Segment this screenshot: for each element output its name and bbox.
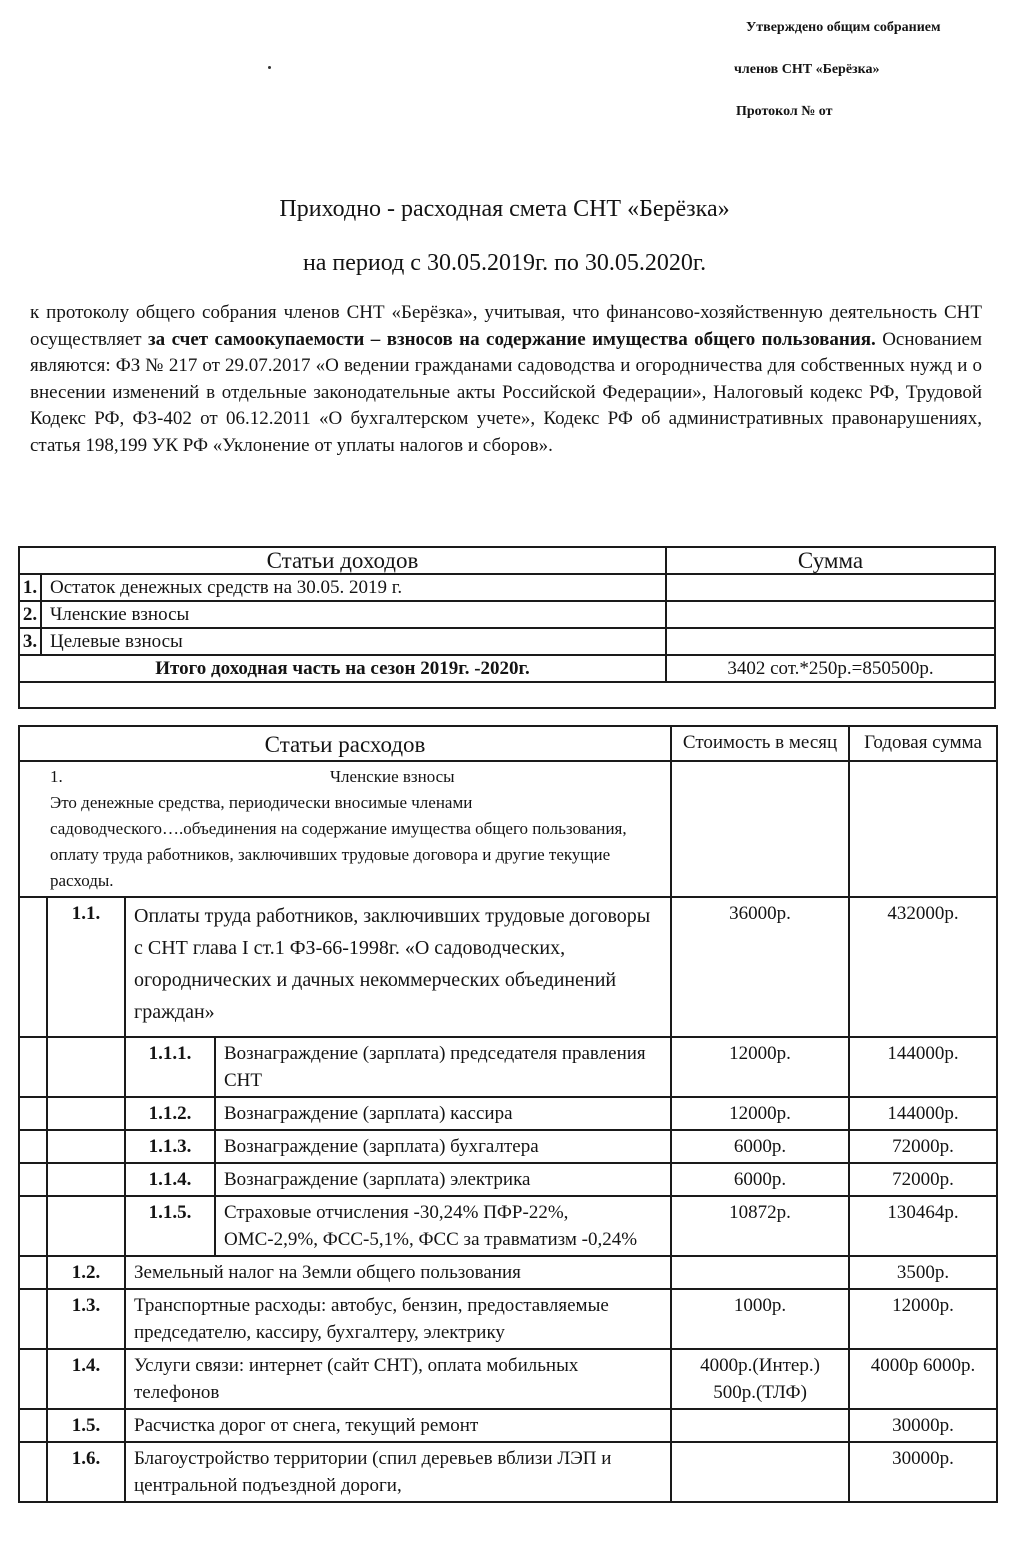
expense-year: 72000р.	[849, 1163, 997, 1196]
expense-row	[19, 1289, 997, 1349]
indent-cell	[47, 1196, 125, 1256]
indent-cell	[19, 1409, 47, 1442]
approval-line-1: Утверждено общим собранием	[746, 20, 941, 35]
income-row	[19, 628, 995, 655]
expense-row	[19, 1256, 997, 1289]
expense-subrow	[19, 1097, 997, 1130]
indent-cell	[47, 1097, 125, 1130]
expense-month: 12000р.	[671, 1097, 849, 1130]
income-total-sum: 3402 сот.*250р.=850500р.	[666, 655, 995, 682]
expense-year: 144000р.	[849, 1097, 997, 1130]
expense-label: Оплаты труда работников, заключивших трудовые договоры с СНТ глава I ст.1 ФЗ-66-1998г. «О садоводческих, огороднических и дачных некоммерческих объединений граждан»	[125, 897, 671, 1037]
expense-head-year: Годовая сумма	[849, 726, 997, 761]
expense-code: 1.3.	[47, 1289, 125, 1349]
expense-code: 1.2.	[47, 1256, 125, 1289]
income-row-num: 2.	[19, 601, 41, 628]
income-table	[18, 546, 996, 709]
income-row-sum	[666, 601, 995, 628]
expense-month: 12000р.	[671, 1037, 849, 1097]
income-row	[19, 601, 995, 628]
expense-label: Вознаграждение (зарплата) кассира	[215, 1097, 671, 1130]
intro-text-2: Основанием являются: ФЗ № 217 от 29.07.2017 «О ведении гражданами садоводства и огородничества для собственных нужд и о внесении изменений в отдельные законодательные акты Российской Федерации», Налоговый кодекс РФ, Трудовой Кодекс РФ, ФЗ-402 от 06.12.2011 «О бухгалтерском учете», Кодекс РФ об административных правонарушениях, статья 198,199 УК РФ «Уклонение от уплаты налогов и сборов».	[30, 328, 982, 456]
expense-code: 1.1.3.	[125, 1130, 215, 1163]
approval-stamp	[706, 18, 996, 144]
section-year	[849, 761, 997, 897]
document-title: Приходно - расходная смета СНТ «Берёзка»	[279, 196, 730, 222]
expense-subrow	[19, 1163, 997, 1196]
expense-label: Благоустройство территории (спил деревьев вблизи ЛЭП и центральной подъездной дороги,	[125, 1442, 671, 1502]
indent-cell	[19, 1289, 47, 1349]
indent-cell	[19, 1097, 47, 1130]
expense-month: 6000р.	[671, 1130, 849, 1163]
expense-row	[19, 1409, 997, 1442]
expense-code: 1.1.	[47, 897, 125, 1037]
income-row	[19, 574, 995, 601]
intro-paragraph	[30, 300, 982, 459]
expense-table	[18, 725, 998, 1503]
expense-month: 6000р.	[671, 1163, 849, 1196]
expense-year: 144000р.	[849, 1037, 997, 1097]
indent-cell	[19, 1256, 47, 1289]
section-description: Это денежные средства, периодически вносимые членами садоводческого….объединения на содержание имущества общего пользования, оплату труда работников, заключивших трудовые договора и другие текущие расходы.	[50, 793, 627, 890]
expense-code: 1.1.4.	[125, 1163, 215, 1196]
expense-row	[19, 1442, 997, 1502]
expense-label: Услуги связи: интернет (сайт СНТ), оплата мобильных телефонов	[125, 1349, 671, 1409]
income-row-label: Целевые взносы	[41, 628, 666, 655]
expense-year: 72000р.	[849, 1130, 997, 1163]
indent-cell	[19, 1130, 47, 1163]
expense-subrow	[19, 1196, 997, 1256]
indent-cell	[19, 1196, 47, 1256]
expense-head-month: Стоимость в месяц	[671, 726, 849, 761]
section-title: Членские взносы	[330, 767, 455, 786]
indent-cell	[19, 1037, 47, 1097]
expense-month: 4000р.(Интер.) 500р.(ТЛФ)	[671, 1349, 849, 1409]
expense-month	[671, 1442, 849, 1502]
expense-month: 36000р.	[671, 897, 849, 1037]
expense-row	[19, 1349, 997, 1409]
approval-line-3: Протокол № от	[736, 104, 833, 119]
section-month	[671, 761, 849, 897]
expense-label: Вознаграждение (зарплата) электрика	[215, 1163, 671, 1196]
expense-month: 10872р.	[671, 1196, 849, 1256]
indent-cell	[19, 897, 47, 1037]
expense-month	[671, 1256, 849, 1289]
income-row-num: 3.	[19, 628, 41, 655]
income-row-label: Остаток денежных средств на 30.05. 2019 г.	[41, 574, 666, 601]
expense-code: 1.1.1.	[125, 1037, 215, 1097]
expense-subrow	[19, 1130, 997, 1163]
section-num: 1.	[50, 767, 63, 786]
expense-year: 432000р.	[849, 897, 997, 1037]
expense-code: 1.1.5.	[125, 1196, 215, 1256]
expense-year: 3500р.	[849, 1256, 997, 1289]
document-period: на период с 30.05.2019г. по 30.05.2020г.	[302, 250, 707, 276]
income-total-row	[19, 655, 995, 682]
approval-line-2: членов СНТ «Берёзка»	[734, 62, 880, 77]
expense-year: 130464р.	[849, 1196, 997, 1256]
income-row-sum	[666, 574, 995, 601]
expense-year: 30000р.	[849, 1409, 997, 1442]
expense-code: 1.1.2.	[125, 1097, 215, 1130]
expense-head-items: Статьи расходов	[19, 726, 671, 761]
intro-bold: за счет самоокупаемости – взносов на содержание имущества общего пользования.	[148, 328, 876, 350]
indent-cell	[47, 1130, 125, 1163]
expense-label: Земельный налог на Земли общего пользования	[125, 1256, 671, 1289]
ink-dot	[268, 66, 271, 69]
expense-month	[671, 1409, 849, 1442]
indent-cell	[19, 1442, 47, 1502]
income-head-items: Статьи доходов	[19, 547, 666, 574]
expense-year: 12000р.	[849, 1289, 997, 1349]
indent-cell	[19, 1349, 47, 1409]
expense-row	[19, 897, 997, 1037]
income-total-label: Итого доходная часть на сезон 2019г. -2020г.	[19, 655, 666, 682]
expense-label: Расчистка дорог от снега, текущий ремонт	[125, 1409, 671, 1442]
intro-text-1: к протоколу общего собрания членов СНТ «Берёзка», учитывая, что финансово-хозяйственную деятельность СНТ осуществляет	[30, 302, 982, 350]
expense-label: Вознаграждение (зарплата) бухгалтера	[215, 1130, 671, 1163]
income-row-label: Членские взносы	[41, 601, 666, 628]
expense-label: Страховые отчисления -30,24% ПФР-22%, ОМС-2,9%, ФСС-5,1%, ФСС за травматизм -0,24%	[215, 1196, 671, 1256]
indent-cell	[19, 1163, 47, 1196]
spacer-row	[19, 682, 995, 708]
expense-year: 4000р 6000р.	[849, 1349, 997, 1409]
expense-code: 1.4.	[47, 1349, 125, 1409]
expense-label: Транспортные расходы: автобус, бензин, предоставляемые председателю, кассиру, бухгалтеру, электрику	[125, 1289, 671, 1349]
expense-year: 30000р.	[849, 1442, 997, 1502]
section-cell	[19, 761, 671, 897]
expense-section-row	[19, 761, 997, 897]
income-row-sum	[666, 628, 995, 655]
expense-month: 1000р.	[671, 1289, 849, 1349]
indent-cell	[47, 1163, 125, 1196]
expense-code: 1.6.	[47, 1442, 125, 1502]
income-row-num: 1.	[19, 574, 41, 601]
expense-code: 1.5.	[47, 1409, 125, 1442]
income-head-sum: Сумма	[666, 547, 995, 574]
indent-cell	[47, 1037, 125, 1097]
expense-label: Вознаграждение (зарплата) председателя правления СНТ	[215, 1037, 671, 1097]
expense-subrow	[19, 1037, 997, 1097]
